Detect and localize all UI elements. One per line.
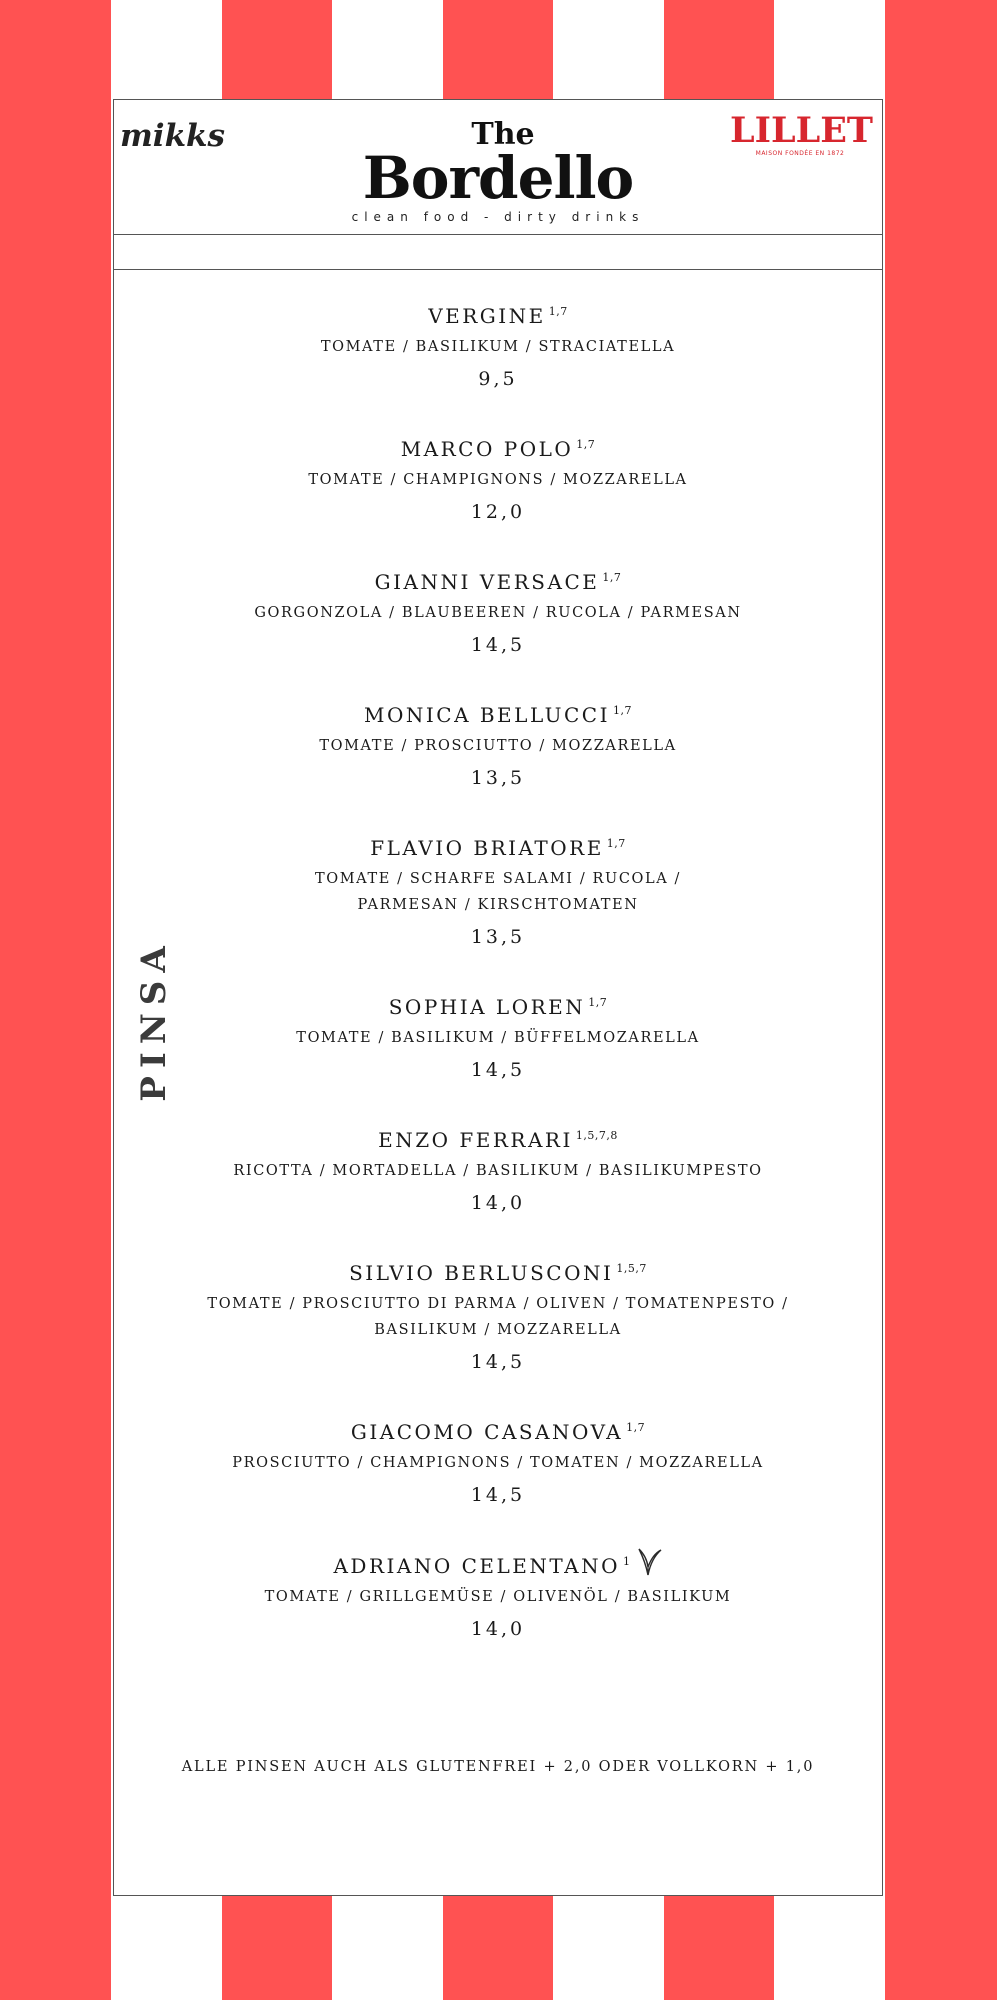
item-name: GIACOMO CASANOVA <box>350 1420 624 1444</box>
menu-item <box>114 989 882 1083</box>
logo-tagline: clean food - dirty drinks <box>351 210 645 224</box>
item-allergens: 1 <box>623 1555 631 1568</box>
item-name: MONICA BELLUCCI <box>363 703 610 727</box>
item-allergens: 1,7 <box>626 1421 646 1434</box>
footer-note: ALLE PINSEN AUCH ALS GLUTENFREI + 2,0 ODER VOLLKORN + 1,0 <box>181 1759 815 1775</box>
item-name-line <box>114 697 882 729</box>
item-name: ADRIANO CELENTANO <box>333 1554 620 1578</box>
item-price: 14,0 <box>470 1192 526 1214</box>
item-name-line <box>114 1547 882 1580</box>
menu-item <box>114 431 882 525</box>
menu-card <box>113 99 883 1896</box>
item-ingredients: RICOTTA / MORTADELLA / BASILIKUM / BASILIKUMPESTO <box>233 1163 763 1179</box>
lillet-logo-name: LILLET <box>730 110 873 151</box>
item-allergens: 1,7 <box>602 571 622 584</box>
menu-item <box>114 564 882 658</box>
item-allergens: 1,7 <box>548 305 568 318</box>
item-name: SILVIO BERLUSCONI <box>349 1261 614 1285</box>
stripe <box>885 0 997 2000</box>
item-name: FLAVIO BRIATORE <box>370 836 604 860</box>
item-price: 14,5 <box>470 1059 526 1081</box>
item-name: MARCO POLO <box>400 437 574 461</box>
item-name-line <box>114 1255 882 1287</box>
item-name-line <box>114 564 882 596</box>
item-allergens: 1,7 <box>576 438 596 451</box>
stripe <box>0 0 111 2000</box>
item-name-line <box>114 830 882 862</box>
item-price: 12,0 <box>470 501 526 523</box>
menu-item <box>114 830 882 950</box>
lillet-logo <box>730 110 873 157</box>
section-label: PINSA <box>134 938 174 1102</box>
item-allergens: 1,5,7,8 <box>575 1129 618 1142</box>
item-ingredients: PARMESAN / KIRSCHTOMATEN <box>357 897 639 913</box>
item-ingredients: GORGONZOLA / BLAUBEEREN / RUCOLA / PARMESAN <box>254 605 742 621</box>
item-ingredients: TOMATE / BASILIKUM / BÜFFELMOZARELLA <box>296 1030 700 1046</box>
menu-item <box>114 1414 882 1508</box>
item-price: 13,5 <box>470 767 526 789</box>
menu-header <box>114 100 882 235</box>
menu-item <box>114 1547 882 1642</box>
item-allergens: 1,5,7 <box>616 1262 647 1275</box>
item-name: SOPHIA LOREN <box>388 995 586 1019</box>
menu-item <box>114 298 882 392</box>
item-ingredients: BASILIKUM / MOZZARELLA <box>374 1322 622 1338</box>
mikks-logo: mikks <box>120 118 225 154</box>
item-name-line <box>114 298 882 330</box>
item-price: 14,0 <box>470 1618 526 1640</box>
item-name-line <box>114 1414 882 1446</box>
lillet-logo-sub: MAISON FONDÉE EN 1872 <box>755 150 845 157</box>
item-ingredients: TOMATE / PROSCIUTTO DI PARMA / OLIVEN / TOMATENPESTO / <box>207 1296 789 1312</box>
item-price: 14,5 <box>470 1484 526 1506</box>
item-price: 14,5 <box>470 634 526 656</box>
header-divider <box>114 235 882 270</box>
item-name-line <box>114 989 882 1021</box>
item-allergens: 1,7 <box>613 704 632 717</box>
menu-item <box>114 1255 882 1375</box>
item-ingredients: TOMATE / CHAMPIGNONS / MOZZARELLA <box>308 472 688 488</box>
logo-title-small: The <box>471 117 535 152</box>
item-name-line <box>114 431 882 463</box>
item-ingredients: TOMATE / PROSCIUTTO / MOZZARELLA <box>319 738 677 754</box>
item-ingredients: TOMATE / SCHARFE SALAMI / RUCOLA / <box>314 871 682 887</box>
item-price: 9,5 <box>478 368 518 390</box>
menu-item <box>114 1122 882 1216</box>
item-name: GIANNI VERSACE <box>374 570 600 594</box>
item-name: ENZO FERRARI <box>378 1128 573 1152</box>
item-allergens: 1,7 <box>606 837 626 850</box>
item-ingredients: TOMATE / BASILIKUM / STRACIATELLA <box>320 339 676 355</box>
item-ingredients: PROSCIUTTO / CHAMPIGNONS / TOMATEN / MOZZARELLA <box>232 1455 764 1471</box>
item-ingredients: TOMATE / GRILLGEMÜSE / OLIVENÖL / BASILIKUM <box>264 1589 732 1605</box>
item-price: 14,5 <box>470 1351 526 1373</box>
logo-title-main: Bordello <box>362 144 634 212</box>
item-name-line <box>114 1122 882 1154</box>
leaf-icon <box>637 1547 663 1577</box>
item-name: VERGINE <box>428 304 546 328</box>
menu-item <box>114 697 882 791</box>
item-allergens: 1,7 <box>588 996 608 1009</box>
item-price: 13,5 <box>470 926 526 948</box>
